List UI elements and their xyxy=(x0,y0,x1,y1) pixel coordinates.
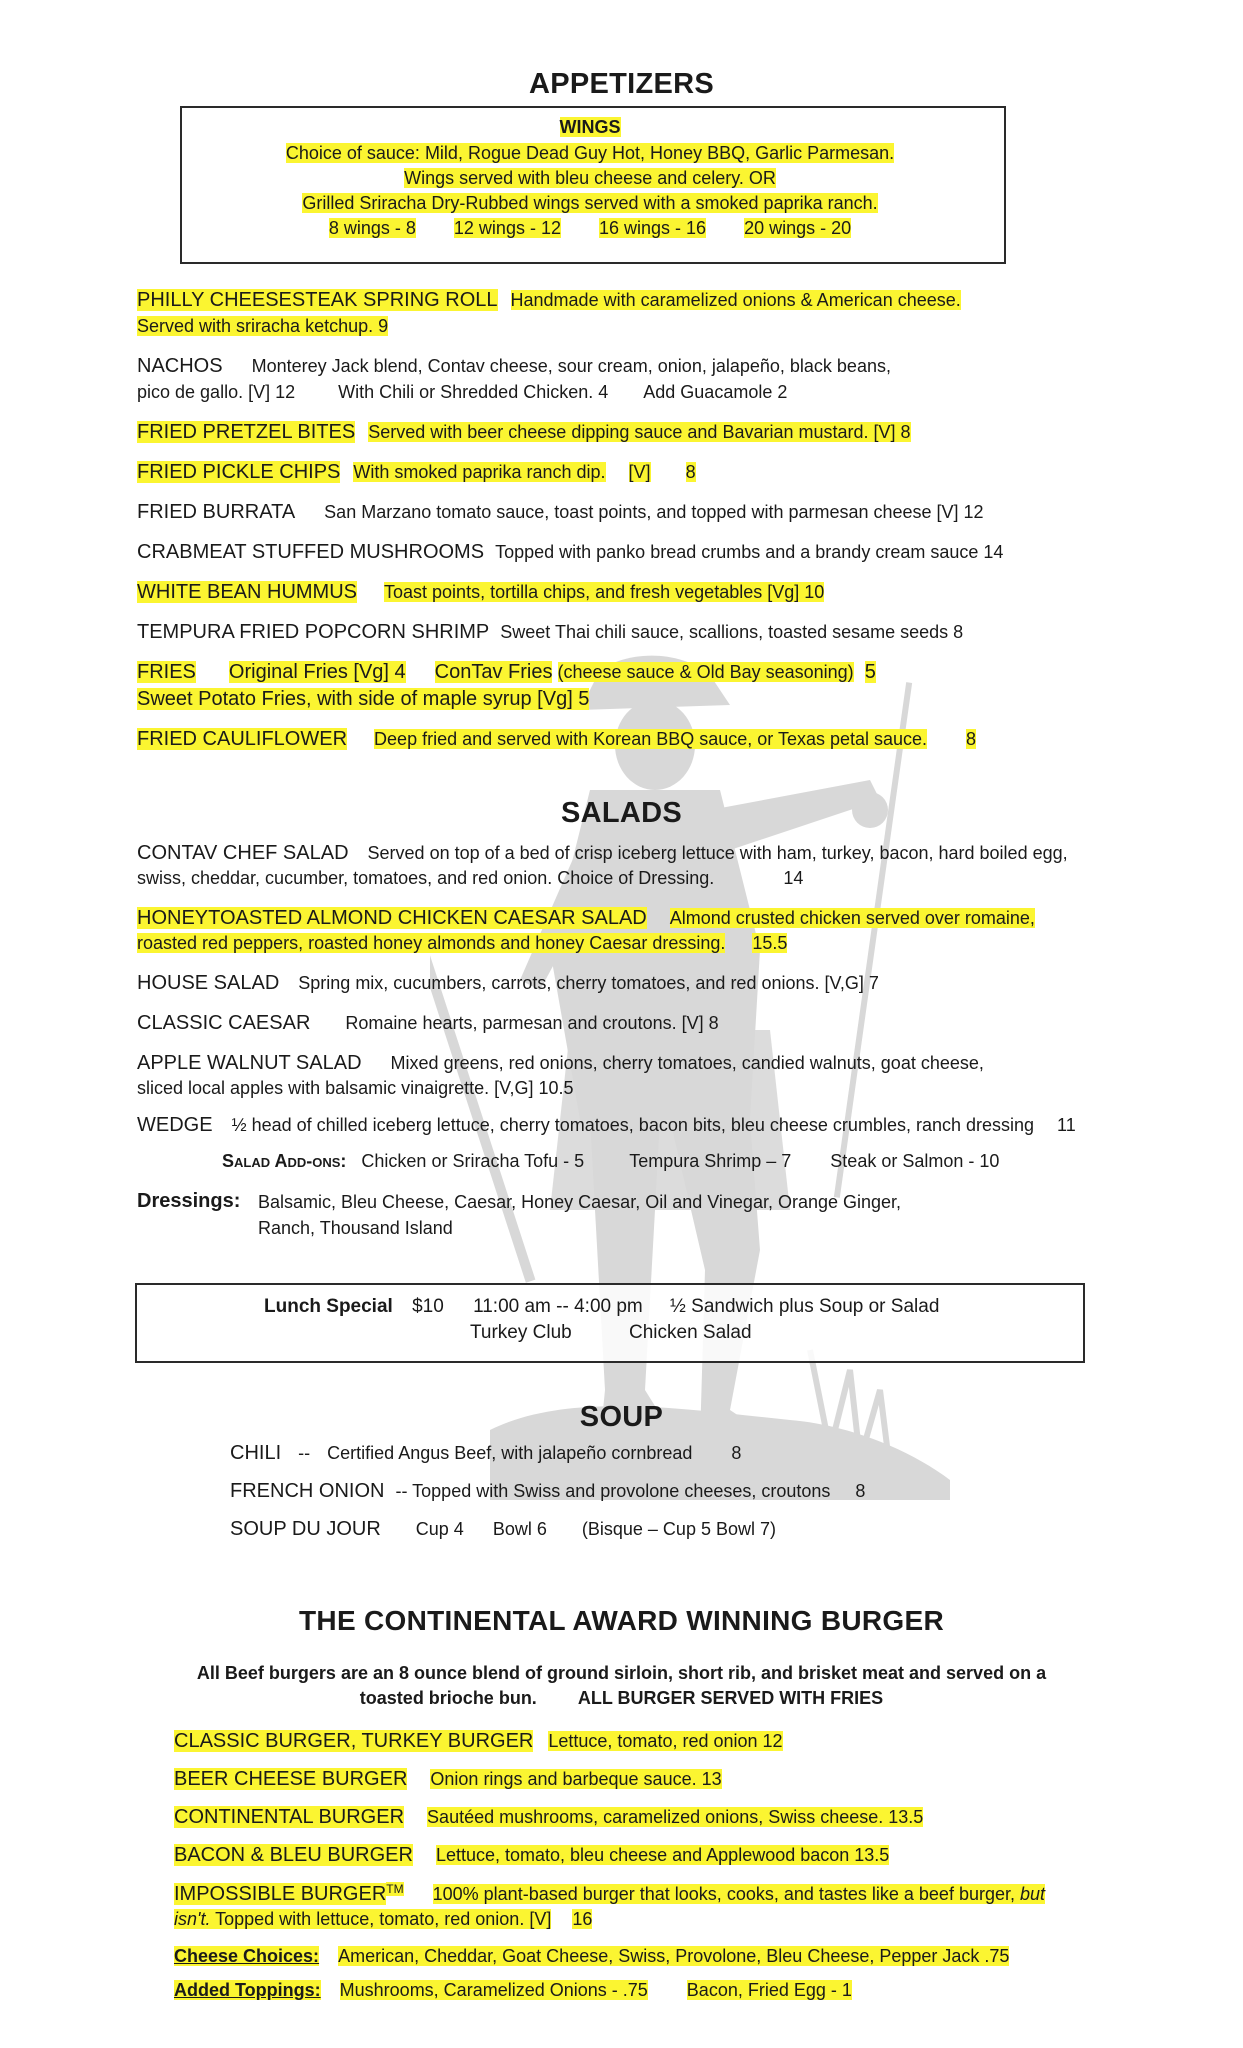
cauliflower-name: FRIED CAULIFLOWER xyxy=(137,728,348,750)
chef-salad-desc: Served on top of a bed of crisp iceberg lettuce with ham, turkey, bacon, hard boiled egg, xyxy=(367,843,1068,863)
lunch-options xyxy=(470,1322,752,1344)
chef-salad-name: CONTAV CHEF SALAD xyxy=(137,842,349,864)
burger-intro-2 xyxy=(0,1688,1243,1709)
shrimp-item xyxy=(137,621,963,644)
chili-name: CHILI xyxy=(230,1442,282,1464)
salad-addon-shrimp: Tempura Shrimp – 7 xyxy=(629,1151,792,1171)
chili-price: 8 xyxy=(731,1443,742,1463)
impossible-burger-desc: 100% plant-based burger that looks, cooks, and tastes like a beef burger, xyxy=(432,1884,1015,1904)
almond-caesar-desc-2a: roasted red peppers, xyxy=(137,933,304,953)
house-salad-desc: Spring mix, cucumbers, carrots, cherry tomatoes, and red onions. [V,G] 7 xyxy=(298,973,879,993)
added-toppings xyxy=(174,1980,852,2001)
dressings-label: Dressings: xyxy=(137,1190,241,1212)
wings-grilled-line: Grilled Sriracha Dry-Rubbed wings served with a smoked paprika ranch. xyxy=(302,193,878,213)
burrata-item xyxy=(137,501,984,524)
wings-size-20: 20 wings - 20 xyxy=(744,218,852,238)
wings-title: WINGS xyxy=(559,117,621,137)
almond-caesar-name-b: TOASTED ALMOND CHICKEN CAESAR SALAD xyxy=(208,907,647,929)
pickle-tag: [V] xyxy=(628,462,651,482)
impossible-burger-isnt: isn't. xyxy=(174,1909,211,1929)
lunch-special-deal: ½ Sandwich plus Soup or Salad xyxy=(670,1296,940,1317)
salad-addons xyxy=(222,1151,999,1172)
impossible-burger-item xyxy=(174,1882,1045,1906)
wedge-price: 11 xyxy=(1057,1115,1076,1135)
bacon-bleu-burger-name: BACON & BLEU BURGER xyxy=(174,1844,413,1866)
bacon-bleu-burger-item xyxy=(174,1844,889,1867)
burger-heading: THE CONTINENTAL AWARD WINNING BURGER xyxy=(299,1605,944,1636)
burger-intro-2a: toasted brioche bun. xyxy=(359,1688,537,1708)
crabmeat-item xyxy=(137,541,1003,564)
fries-contav-desc: (cheese sauce & Old Bay seasoning) xyxy=(557,662,854,682)
cauliflower-desc: Deep fried and served with Korean BBQ sauce, or Texas petal sauce. xyxy=(374,729,928,749)
salads-heading: SALADS xyxy=(560,797,683,829)
appetizers-heading: APPETIZERS xyxy=(528,68,715,100)
pretzel-name: FRIED PRETZEL BITES xyxy=(137,421,356,443)
philly-item xyxy=(137,289,961,312)
wedge-desc: ½ head of chilled iceberg lettuce, cherry tomatoes, bacon bits, bleu cheese crumbles, ranch dressing xyxy=(231,1115,1035,1135)
french-onion-desc: Topped with Swiss and provolone cheeses, croutons xyxy=(412,1481,831,1501)
classic-caesar-desc: Romaine hearts, parmesan and croutons. [V] 8 xyxy=(345,1013,719,1033)
lunch-special-line xyxy=(264,1296,939,1318)
wings-size-8: 8 wings - 8 xyxy=(328,218,416,238)
fries-contav: ConTav Fries xyxy=(434,661,553,683)
fries-sweet: Sweet Potato Fries, with side of maple syrup [Vg] 5 xyxy=(137,688,590,710)
nachos-desc-2b: With Chili or Shredded Chicken. 4 xyxy=(338,382,609,402)
lunch-option-chicken: Chicken Salad xyxy=(629,1322,752,1343)
wings-size-12: 12 wings - 12 xyxy=(453,218,561,238)
nachos-desc-2a: pico de gallo. [V] 12 xyxy=(137,382,296,402)
chef-salad-price: 14 xyxy=(783,868,804,888)
fries-name: FRIES xyxy=(137,661,196,683)
added-toppings-label: Added Toppings: xyxy=(174,1980,321,2000)
nachos-desc-2c: Add Guacamole 2 xyxy=(643,382,788,402)
impossible-burger-desc-2: Topped with lettuce, tomato, red onion. [V] xyxy=(210,1909,552,1929)
cauliflower-item xyxy=(137,728,976,751)
crabmeat-desc: Topped with panko bread crumbs and a brandy cream sauce 14 xyxy=(495,542,1004,562)
salad-addons-label: Salad Add-ons: xyxy=(222,1151,347,1171)
cheese-choices-label: Cheese Choices: xyxy=(174,1946,320,1966)
nachos-item xyxy=(137,355,891,378)
bacon-bleu-burger-desc: Lettuce, tomato, bleu cheese and Applewood bacon 13.5 xyxy=(435,1845,890,1865)
cheese-choices xyxy=(174,1946,1009,1967)
continental-burger-name: CONTINENTAL BURGER xyxy=(174,1806,405,1828)
french-onion-price: 8 xyxy=(855,1481,866,1501)
soup-heading: SOUP xyxy=(579,1401,664,1433)
wings-size-16: 16 wings - 16 xyxy=(599,218,707,238)
wedge-item xyxy=(137,1114,1076,1137)
almond-caesar-desc: Almond crusted chicken served over romaine, xyxy=(669,908,1035,928)
classic-burger-desc: Lettuce, tomato, red onion 12 xyxy=(548,1731,783,1751)
salad-addon-steak: Steak or Salmon - 10 xyxy=(830,1151,1000,1171)
almond-caesar-item xyxy=(137,907,1035,930)
philly-desc-2: Served with sriracha ketchup. 9 xyxy=(137,316,389,336)
wings-sizes xyxy=(180,218,1000,239)
added-toppings-a: Mushrooms, Caramelized Onions - .75 xyxy=(339,1980,648,2000)
hummus-item xyxy=(137,581,824,604)
house-salad-name: HOUSE SALAD xyxy=(137,972,280,994)
shrimp-desc: Sweet Thai chili sauce, scallions, toasted sesame seeds 8 xyxy=(500,622,964,642)
fries-original: Original Fries [Vg] 4 xyxy=(228,661,406,683)
apple-salad-item xyxy=(137,1052,984,1075)
beer-cheese-burger-item xyxy=(174,1768,722,1791)
hummus-desc: Toast points, tortilla chips, and fresh vegetables [Vg] 10 xyxy=(384,582,825,602)
hummus-name: WHITE BEAN HUMMUS xyxy=(137,581,357,603)
continental-burger-desc: Sautéed mushrooms, caramelized onions, Swiss cheese. 13.5 xyxy=(427,1807,924,1827)
fries-item xyxy=(137,661,876,684)
pretzel-desc: Served with beer cheese dipping sauce and Bavarian mustard. [V] 8 xyxy=(368,422,911,442)
pickle-price: 8 xyxy=(685,462,696,482)
lunch-special-label: Lunch Special xyxy=(264,1296,393,1317)
pickle-item xyxy=(137,461,696,484)
cheese-choices-desc: American, Cheddar, Goat Cheese, Swiss, Provolone, Bleu Cheese, Pepper Jack .75 xyxy=(338,1946,1010,1966)
wings-sauce-line: Choice of sauce: Mild, Rogue Dead Guy Hot, Honey BBQ, Garlic Parmesan. xyxy=(285,143,895,163)
burger-intro-1: All Beef burgers are an 8 ounce blend of ground sirloin, short rib, and brisket meat and served on a xyxy=(196,1663,1047,1683)
lunch-special-price: $10 xyxy=(412,1296,444,1317)
soup-du-jour-cup: Cup 4 xyxy=(415,1519,464,1539)
impossible-burger-tm: TM xyxy=(386,1882,404,1896)
apple-salad-name: APPLE WALNUT SALAD xyxy=(137,1052,362,1074)
burger-intro-2b: ALL BURGER SERVED WITH FRIES xyxy=(577,1688,884,1708)
apple-salad-desc: Mixed greens, red onions, cherry tomatoes, candied walnuts, goat cheese, xyxy=(390,1053,984,1073)
chili-desc: Certified Angus Beef, with jalapeño cornbread xyxy=(327,1443,693,1463)
pretzel-item xyxy=(137,421,911,444)
fries-contav-price: 5 xyxy=(864,661,876,683)
wings-serve-line: Wings served with bleu cheese and celery. OR xyxy=(404,168,776,188)
cauliflower-price: 8 xyxy=(966,729,977,749)
almond-caesar-price: 15.5 xyxy=(752,933,788,953)
salad-addon-chicken: Chicken or Sriracha Tofu - 5 xyxy=(361,1151,585,1171)
chili-sep: -- xyxy=(298,1443,311,1463)
apple-salad-desc-2: sliced local apples with balsamic vinaigrette. [V,G] 10.5 xyxy=(137,1078,574,1098)
beer-cheese-burger-desc: Onion rings and barbeque sauce. 13 xyxy=(430,1769,722,1789)
soup-du-jour-name: SOUP DU JOUR xyxy=(230,1518,381,1540)
soup-du-jour-item xyxy=(230,1518,776,1541)
shrimp-name: TEMPURA FRIED POPCORN SHRIMP xyxy=(137,621,490,643)
philly-name: PHILLY CHEESESTEAK SPRING ROLL xyxy=(137,289,498,311)
beer-cheese-burger-name: BEER CHEESE BURGER xyxy=(174,1768,408,1790)
lunch-special-hours: 11:00 am -- 4:00 pm xyxy=(473,1296,643,1317)
almond-caesar-name-a: HONEY xyxy=(137,907,209,929)
philly-desc: Handmade with caramelized onions & American cheese. xyxy=(510,290,961,310)
added-toppings-b: Bacon, Fried Egg - 1 xyxy=(686,1980,852,2000)
classic-caesar-name: CLASSIC CAESAR xyxy=(137,1012,311,1034)
pickle-desc: With smoked paprika ranch dip. xyxy=(353,462,606,482)
chef-salad-item xyxy=(137,842,1068,865)
pickle-name: FRIED PICKLE CHIPS xyxy=(137,461,341,483)
dressings xyxy=(137,1190,240,1213)
impossible-burger-but: but xyxy=(1015,1884,1046,1904)
burrata-desc: San Marzano tomato sauce, toast points, and topped with parmesan cheese [V] 12 xyxy=(324,502,984,522)
chili-item xyxy=(230,1442,741,1465)
continental-burger-item xyxy=(174,1806,923,1829)
wedge-name: WEDGE xyxy=(137,1114,213,1136)
french-onion-sep: -- xyxy=(395,1481,408,1501)
nachos-name: NACHOS xyxy=(137,355,223,377)
crabmeat-name: CRABMEAT STUFFED MUSHROOMS xyxy=(137,541,485,563)
classic-burger-item xyxy=(174,1730,783,1753)
almond-caesar-desc-2b: roasted honey almonds and honey Caesar dressing. xyxy=(303,933,726,953)
impossible-burger-price: 16 xyxy=(572,1909,593,1929)
chef-salad-desc-2: swiss, cheddar, cucumber, tomatoes, and red onion. Choice of Dressing. xyxy=(137,868,715,888)
lunch-option-turkey: Turkey Club xyxy=(470,1322,572,1343)
burrata-name: FRIED BURRATA xyxy=(137,501,296,523)
soup-du-jour-bisque: (Bisque – Cup 5 Bowl 7) xyxy=(581,1519,776,1539)
dressings-line-2: Ranch, Thousand Island xyxy=(258,1218,453,1238)
dressings-line-1: Balsamic, Bleu Cheese, Caesar, Honey Caesar, Oil and Vinegar, Orange Ginger, xyxy=(258,1192,902,1212)
nachos-desc: Monterey Jack blend, Contav cheese, sour cream, onion, jalapeño, black beans, xyxy=(251,356,891,376)
french-onion-item xyxy=(230,1480,865,1503)
classic-caesar-item xyxy=(137,1012,719,1035)
classic-burger-name: CLASSIC BURGER, TURKEY BURGER xyxy=(174,1730,534,1752)
soup-du-jour-bowl: Bowl 6 xyxy=(492,1519,547,1539)
french-onion-name: FRENCH ONION xyxy=(230,1480,385,1502)
house-salad-item xyxy=(137,972,879,995)
impossible-burger-name: IMPOSSIBLE BURGER xyxy=(174,1883,387,1905)
